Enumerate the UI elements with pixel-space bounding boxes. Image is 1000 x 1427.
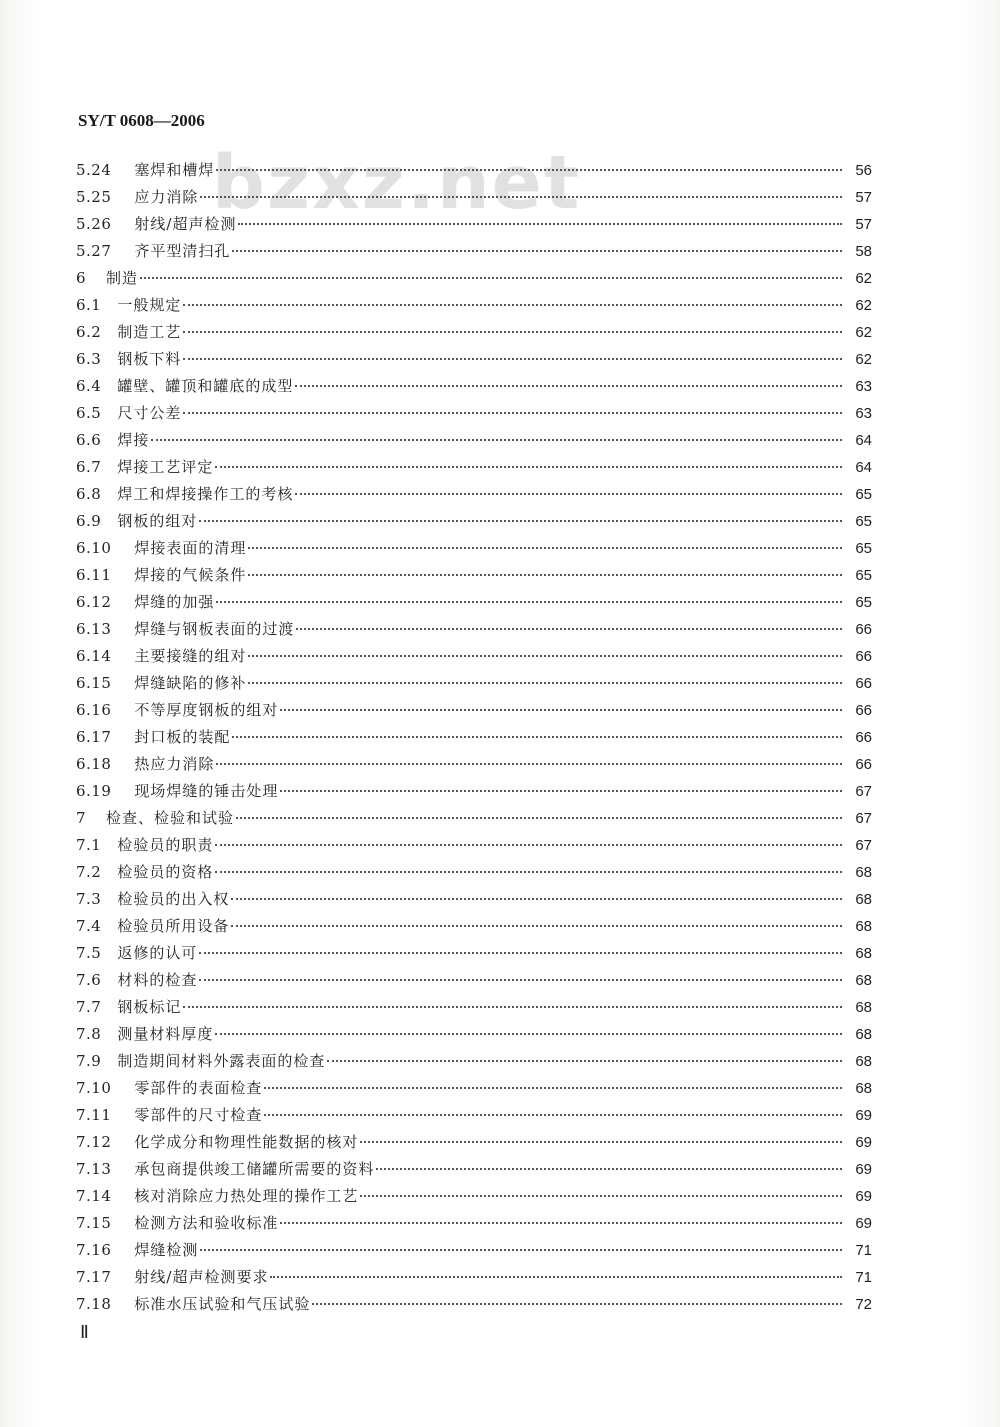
dot-leader bbox=[236, 817, 842, 819]
toc-entry-page: 69 bbox=[855, 1134, 872, 1151]
dot-leader bbox=[280, 1222, 842, 1224]
toc-entry-title: 化学成分和物理性能数据的核对 bbox=[134, 1133, 359, 1151]
dot-leader bbox=[280, 709, 842, 711]
toc-entry[interactable] bbox=[76, 832, 872, 859]
dot-leader bbox=[295, 385, 842, 387]
toc-entry-title: 焊缝缺陷的修补 bbox=[134, 674, 247, 692]
toc-entry-page: 67 bbox=[855, 837, 872, 854]
toc-entry-title: 焊接表面的清理 bbox=[134, 539, 247, 557]
toc-entry-page: 66 bbox=[855, 756, 872, 773]
toc-entry-title: 钢板的组对 bbox=[117, 512, 198, 530]
toc-entry-title: 制造工艺 bbox=[117, 323, 182, 341]
dot-leader bbox=[232, 250, 842, 252]
dot-leader bbox=[183, 1006, 842, 1008]
toc-entry-page: 65 bbox=[855, 513, 872, 530]
toc-entry-page: 62 bbox=[855, 351, 872, 368]
toc-entry-number: 7.18 bbox=[76, 1295, 112, 1313]
dot-leader bbox=[199, 952, 842, 954]
toc-entry-page: 69 bbox=[855, 1107, 872, 1124]
toc-entry-title: 材料的检查 bbox=[117, 971, 198, 989]
toc-entry-number: 6.7 bbox=[76, 458, 102, 476]
toc-entry-title: 焊接 bbox=[117, 431, 150, 449]
toc-entry-number: 7.15 bbox=[76, 1214, 112, 1232]
toc-entry-number: 6.3 bbox=[76, 350, 102, 368]
dot-leader bbox=[215, 1033, 842, 1035]
toc-entry-number: 7.7 bbox=[76, 998, 102, 1016]
toc-entry-number: 5.26 bbox=[76, 215, 112, 233]
toc-entry-page: 69 bbox=[855, 1215, 872, 1232]
toc-entry[interactable] bbox=[76, 589, 872, 616]
toc-entry-number: 7.12 bbox=[76, 1133, 112, 1151]
toc-entry-page: 68 bbox=[855, 864, 872, 881]
toc-entry-page: 65 bbox=[855, 540, 872, 557]
toc-entry-page: 68 bbox=[855, 1026, 872, 1043]
toc-entry-number: 7.16 bbox=[76, 1241, 112, 1259]
toc-entry-title: 零部件的表面检查 bbox=[134, 1079, 263, 1097]
toc-entry-page: 66 bbox=[855, 729, 872, 746]
toc-entry-title: 检验员所用设备 bbox=[117, 917, 230, 935]
toc-entry-title: 返修的认可 bbox=[117, 944, 198, 962]
dot-leader bbox=[270, 1276, 842, 1278]
toc-entry-page: 71 bbox=[855, 1269, 872, 1286]
toc-entry-number: 7.13 bbox=[76, 1160, 112, 1178]
toc-entry-number: 5.24 bbox=[76, 161, 112, 179]
toc-entry[interactable] bbox=[76, 292, 872, 319]
toc-entry-page: 67 bbox=[855, 810, 872, 827]
toc-entry[interactable] bbox=[76, 454, 872, 481]
toc-entry-title: 焊缝检测 bbox=[134, 1241, 199, 1259]
dot-leader bbox=[215, 466, 842, 468]
toc-entry[interactable] bbox=[76, 157, 872, 184]
toc-entry-number: 6.4 bbox=[76, 377, 102, 395]
toc-entry-title: 标准水压试验和气压试验 bbox=[134, 1295, 311, 1313]
toc-entry-title: 一般规定 bbox=[117, 296, 182, 314]
toc-entry-title: 焊工和焊接操作工的考核 bbox=[117, 485, 294, 503]
toc-entry-title: 检验员的职责 bbox=[117, 836, 214, 854]
dot-leader bbox=[280, 790, 842, 792]
toc-entry[interactable] bbox=[76, 427, 872, 454]
toc-entry-page: 56 bbox=[855, 162, 872, 179]
toc-entry-page: 65 bbox=[855, 594, 872, 611]
toc-entry-title: 检验员的出入权 bbox=[117, 890, 230, 908]
toc-entry-page: 66 bbox=[855, 621, 872, 638]
toc-entry-title: 罐壁、罐顶和罐底的成型 bbox=[117, 377, 294, 395]
toc-entry-page: 72 bbox=[855, 1296, 872, 1313]
toc-entry-page: 66 bbox=[855, 702, 872, 719]
toc-entry-page: 63 bbox=[855, 405, 872, 422]
toc-entry-page: 68 bbox=[855, 945, 872, 962]
toc-entry-title: 制造期间材料外露表面的检查 bbox=[117, 1052, 326, 1070]
toc-entry-title: 塞焊和槽焊 bbox=[134, 161, 215, 179]
toc-entry-number: 7.4 bbox=[76, 917, 102, 935]
toc-entry-number: 6.11 bbox=[76, 566, 112, 584]
toc-entry[interactable] bbox=[76, 805, 872, 832]
toc-entry-title: 检查、检验和试验 bbox=[106, 809, 235, 827]
dot-leader bbox=[295, 493, 842, 495]
dot-leader bbox=[183, 331, 842, 333]
toc-entry-page: 57 bbox=[855, 189, 872, 206]
toc-entry-page: 68 bbox=[855, 999, 872, 1016]
toc-entry-page: 67 bbox=[855, 783, 872, 800]
toc-entry[interactable] bbox=[76, 346, 872, 373]
dot-leader bbox=[232, 736, 842, 738]
toc-entry-number: 6 bbox=[76, 269, 87, 287]
toc-entry-title: 射线/超声检测 bbox=[134, 215, 237, 233]
toc-entry-page: 63 bbox=[855, 378, 872, 395]
toc-entry-number: 6.2 bbox=[76, 323, 102, 341]
toc-entry-number: 6.8 bbox=[76, 485, 102, 503]
toc-entry-title: 射线/超声检测要求 bbox=[134, 1268, 269, 1286]
toc-entry[interactable] bbox=[76, 535, 872, 562]
toc-entry[interactable] bbox=[76, 1291, 872, 1318]
toc-entry[interactable] bbox=[76, 562, 872, 589]
dot-leader bbox=[360, 1141, 842, 1143]
toc-entry-page: 64 bbox=[855, 432, 872, 449]
toc-entry-number: 7.17 bbox=[76, 1268, 112, 1286]
toc-entry-page: 62 bbox=[855, 270, 872, 287]
toc-entry-title: 封口板的装配 bbox=[134, 728, 231, 746]
toc-entry-number: 6.6 bbox=[76, 431, 102, 449]
toc-entry-number: 7.11 bbox=[76, 1106, 112, 1124]
toc-entry[interactable] bbox=[76, 697, 872, 724]
dot-leader bbox=[151, 439, 842, 441]
toc-entry-title: 焊接工艺评定 bbox=[117, 458, 214, 476]
toc-entry-title: 检测方法和验收标准 bbox=[134, 1214, 279, 1232]
dot-leader bbox=[231, 925, 842, 927]
dot-leader bbox=[199, 979, 842, 981]
toc-entry[interactable] bbox=[76, 319, 872, 346]
toc-entry[interactable] bbox=[76, 508, 872, 535]
toc-entry-page: 57 bbox=[855, 216, 872, 233]
toc-entry-number: 6.15 bbox=[76, 674, 112, 692]
toc-entry-number: 7.10 bbox=[76, 1079, 112, 1097]
toc-entry[interactable] bbox=[76, 724, 872, 751]
toc-entry[interactable] bbox=[76, 886, 872, 913]
toc-entry[interactable] bbox=[76, 400, 872, 427]
dot-leader bbox=[200, 196, 842, 198]
toc-entry-page: 68 bbox=[855, 1053, 872, 1070]
toc-entry-page: 71 bbox=[855, 1242, 872, 1259]
toc-entry-number: 7.3 bbox=[76, 890, 102, 908]
page-number: Ⅱ bbox=[80, 1322, 89, 1342]
dot-leader bbox=[183, 358, 842, 360]
toc-entry-title: 制造 bbox=[106, 269, 139, 287]
toc-entry-number: 6.14 bbox=[76, 647, 112, 665]
toc-entry[interactable] bbox=[76, 1264, 872, 1291]
dot-leader bbox=[231, 898, 842, 900]
toc-entry-title: 应力消除 bbox=[134, 188, 199, 206]
toc-entry-page: 68 bbox=[855, 891, 872, 908]
toc-entry-page: 65 bbox=[855, 567, 872, 584]
dot-leader bbox=[215, 844, 842, 846]
dot-leader bbox=[296, 628, 842, 630]
toc-entry-page: 62 bbox=[855, 297, 872, 314]
toc-entry-page: 66 bbox=[855, 648, 872, 665]
toc-entry-number: 7 bbox=[76, 809, 87, 827]
toc-entry-number: 6.12 bbox=[76, 593, 112, 611]
toc-entry-title: 承包商提供竣工储罐所需要的资料 bbox=[134, 1160, 375, 1178]
toc-entry[interactable] bbox=[76, 1156, 872, 1183]
dot-leader bbox=[327, 1060, 842, 1062]
toc-entry-title: 检验员的资格 bbox=[117, 863, 214, 881]
dot-leader bbox=[216, 601, 842, 603]
dot-leader bbox=[199, 520, 842, 522]
toc-entry[interactable] bbox=[76, 751, 872, 778]
toc-entry[interactable] bbox=[76, 1129, 872, 1156]
toc-entry-title: 焊缝与钢板表面的过渡 bbox=[134, 620, 295, 638]
toc-entry-title: 尺寸公差 bbox=[117, 404, 182, 422]
toc-entry-page: 69 bbox=[855, 1161, 872, 1178]
toc-entry-page: 58 bbox=[855, 243, 872, 260]
toc-entry-title: 核对消除应力热处理的操作工艺 bbox=[134, 1187, 359, 1205]
dot-leader bbox=[248, 547, 842, 549]
toc-entry[interactable] bbox=[76, 1210, 872, 1237]
toc-entry[interactable] bbox=[76, 940, 872, 967]
dot-leader bbox=[264, 1114, 842, 1116]
toc-entry[interactable] bbox=[76, 967, 872, 994]
dot-leader bbox=[216, 763, 842, 765]
toc-entry-page: 68 bbox=[855, 972, 872, 989]
dot-leader bbox=[183, 304, 842, 306]
toc-entry-number: 5.25 bbox=[76, 188, 112, 206]
toc-entry-page: 68 bbox=[855, 918, 872, 935]
toc-entry-number: 7.8 bbox=[76, 1025, 102, 1043]
toc-entry-title: 钢板标记 bbox=[117, 998, 182, 1016]
toc-entry[interactable] bbox=[76, 1048, 872, 1075]
toc-entry[interactable] bbox=[76, 1237, 872, 1264]
dot-leader bbox=[248, 682, 842, 684]
toc-entry-title: 不等厚度钢板的组对 bbox=[134, 701, 279, 719]
toc-entry-title: 焊缝的加强 bbox=[134, 593, 215, 611]
toc-entry-number: 5.27 bbox=[76, 242, 112, 260]
toc-entry-number: 7.2 bbox=[76, 863, 102, 881]
toc-entry-page: 65 bbox=[855, 486, 872, 503]
watermark: bzxz.net bbox=[212, 140, 582, 226]
dot-leader bbox=[183, 412, 842, 414]
toc-entry-number: 6.9 bbox=[76, 512, 102, 530]
toc-entry-number: 7.5 bbox=[76, 944, 102, 962]
toc-entry[interactable] bbox=[76, 238, 872, 265]
toc-entry[interactable] bbox=[76, 778, 872, 805]
toc-entry[interactable] bbox=[76, 994, 872, 1021]
toc-entry-number: 6.18 bbox=[76, 755, 112, 773]
toc-entry-title: 钢板下料 bbox=[117, 350, 182, 368]
toc-entry-number: 7.1 bbox=[76, 836, 102, 854]
toc-entry-number: 6.17 bbox=[76, 728, 112, 746]
dot-leader bbox=[360, 1195, 842, 1197]
toc-entry-number: 6.1 bbox=[76, 296, 102, 314]
toc-entry[interactable] bbox=[76, 616, 872, 643]
toc-entry-title: 现场焊缝的锤击处理 bbox=[134, 782, 279, 800]
dot-leader bbox=[238, 223, 842, 225]
dot-leader bbox=[248, 655, 842, 657]
toc-entry[interactable] bbox=[76, 1075, 872, 1102]
toc-entry[interactable] bbox=[76, 1021, 872, 1048]
toc-entry-number: 6.5 bbox=[76, 404, 102, 422]
dot-leader bbox=[264, 1087, 842, 1089]
standard-code: SY/T 0608—2006 bbox=[78, 111, 205, 130]
dot-leader bbox=[376, 1168, 842, 1170]
toc-entry-title: 齐平型清扫孔 bbox=[134, 242, 231, 260]
dot-leader bbox=[140, 277, 842, 279]
toc-entry[interactable] bbox=[76, 265, 872, 292]
toc-entry-title: 热应力消除 bbox=[134, 755, 215, 773]
toc-entry[interactable] bbox=[76, 184, 872, 211]
dot-leader bbox=[215, 871, 842, 873]
toc-entry-page: 69 bbox=[855, 1188, 872, 1205]
toc-entry-number: 7.6 bbox=[76, 971, 102, 989]
toc-entry-page: 68 bbox=[855, 1080, 872, 1097]
dot-leader bbox=[248, 574, 842, 576]
dot-leader bbox=[200, 1249, 842, 1251]
toc-entry-title: 焊接的气候条件 bbox=[134, 566, 247, 584]
table-of-contents bbox=[76, 157, 872, 1318]
toc-entry[interactable] bbox=[76, 643, 872, 670]
toc-entry-number: 6.16 bbox=[76, 701, 112, 719]
toc-entry[interactable] bbox=[76, 1183, 872, 1210]
toc-entry-number: 6.10 bbox=[76, 539, 112, 557]
toc-entry-page: 62 bbox=[855, 324, 872, 341]
toc-entry-title: 主要接缝的组对 bbox=[134, 647, 247, 665]
toc-entry-number: 6.19 bbox=[76, 782, 112, 800]
toc-entry[interactable] bbox=[76, 913, 872, 940]
toc-entry[interactable] bbox=[76, 481, 872, 508]
toc-entry-page: 64 bbox=[855, 459, 872, 476]
toc-entry[interactable] bbox=[76, 670, 872, 697]
toc-entry-page: 66 bbox=[855, 675, 872, 692]
toc-entry[interactable] bbox=[76, 211, 872, 238]
dot-leader bbox=[216, 169, 842, 171]
toc-entry[interactable] bbox=[76, 373, 872, 400]
toc-entry-number: 7.14 bbox=[76, 1187, 112, 1205]
toc-entry-number: 6.13 bbox=[76, 620, 112, 638]
toc-entry-title: 测量材料厚度 bbox=[117, 1025, 214, 1043]
toc-entry[interactable] bbox=[76, 859, 872, 886]
toc-entry-title: 零部件的尺寸检查 bbox=[134, 1106, 263, 1124]
toc-entry-number: 7.9 bbox=[76, 1052, 102, 1070]
dot-leader bbox=[312, 1303, 842, 1305]
toc-entry[interactable] bbox=[76, 1102, 872, 1129]
